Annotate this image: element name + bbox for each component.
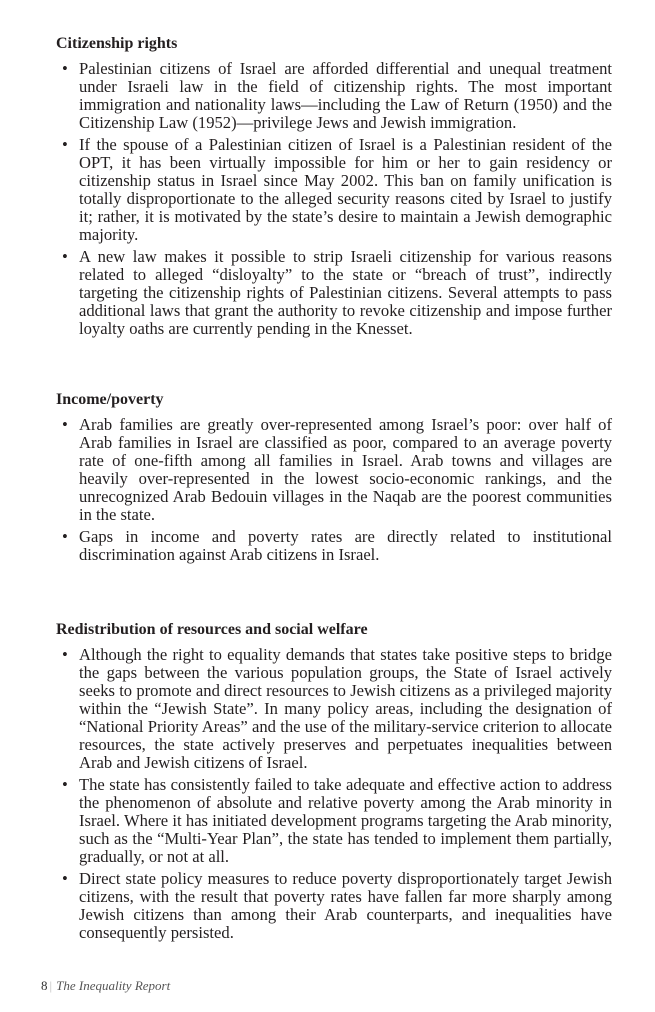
section-heading: Redistribution of resources and social welfare — [56, 621, 368, 638]
page-footer — [41, 978, 170, 994]
list-item — [56, 528, 612, 564]
bullet-list — [56, 646, 612, 942]
list-item — [56, 776, 612, 866]
section-redistribution — [56, 620, 612, 946]
list-item-text: The state has consistently failed to take adequate and effective action to address the phenomenon of absolute and relative poverty among the Arab minority in Israel. Where it has initiated development programs targeting the Arab minority, such as the “Multi-Year Plan”, the state has tended to implement them partially, gradually, or not at all. — [79, 775, 612, 866]
bullet-icon: • — [62, 775, 68, 794]
list-item-text: If the spouse of a Palestinian citizen of Israel is a Palestinian resident of the OPT, it has been virtually impossible for him or her to gain residency or citizenship status in Israel since May 2002. This ban on family unification is totally disproportionate to the alleged security reasons cited by Israel to justify it; rather, it is motivated by the state’s desire to maintain a Jewish demographic majority. — [79, 135, 612, 244]
bullet-icon: • — [62, 645, 68, 664]
bullet-icon: • — [62, 415, 68, 434]
bullet-icon: • — [62, 527, 68, 546]
bullet-list — [56, 60, 612, 338]
list-item-text: Gaps in income and poverty rates are directly related to institutional discrimination against Arab citizens in Israel. — [79, 527, 612, 564]
list-item-text: Although the right to equality demands that states take positive steps to bridge the gaps between the various population groups, the State of Israel actively seeks to promote and direct resources to Jewish citizens as a privileged majority within the “Jewish State”. In many policy areas, including the designation of “National Priority Areas” and the use of the military-service criterion to allocate resources, the state actively preserves and perpetuates inequalities between Arab and Jewish citizens of Israel. — [79, 645, 612, 772]
list-item — [56, 136, 612, 244]
publication-title: The Inequality Report — [56, 978, 171, 993]
section-heading: Citizenship rights — [56, 35, 178, 52]
footer-separator: | — [49, 978, 53, 993]
list-item-text: Arab families are greatly over-represented among Israel’s poor: over half of Arab families in Israel are classified as poor, compared to an average poverty rate of one-fifth among all families in Israel. Arab towns and villages are heavily over-represented in the lowest socio-economic rankings, and the unrecognized Arab Bedouin villages in the Naqab are the poorest communities in the state. — [79, 415, 612, 524]
page-number: 8 — [41, 978, 48, 993]
bullet-list — [56, 416, 612, 564]
bullet-icon: • — [62, 869, 68, 888]
section-heading: Income/poverty — [56, 391, 164, 408]
list-item — [56, 416, 612, 524]
list-item — [56, 60, 612, 132]
list-item — [56, 870, 612, 942]
list-item — [56, 646, 612, 772]
list-item-text: Direct state policy measures to reduce poverty disproportionately target Jewish citizens, with the result that poverty rates have fallen far more sharply among Jewish citizens than among their Arab counterparts, and inequalities have consequently persisted. — [79, 869, 612, 942]
section-income-poverty — [56, 390, 612, 568]
bullet-icon: • — [62, 59, 68, 78]
section-citizenship-rights — [56, 34, 612, 342]
list-item-text: Palestinian citizens of Israel are afforded differential and unequal treatment under Israeli law in the field of citizenship rights. The most important immigration and nationality laws—including the Law of Return (1950) and the Citizenship Law (1952)—privilege Jews and Jewish immigration. — [79, 59, 612, 132]
list-item — [56, 248, 612, 338]
list-item-text: A new law makes it possible to strip Israeli citizenship for various reasons related to alleged “disloyalty” to the state or “breach of trust”, indirectly targeting the citizenship rights of Palestinian citizens. Several attempts to pass additional laws that grant the authority to revoke citizenship and impose further loyalty oaths are currently pending in the Knesset. — [79, 247, 612, 338]
bullet-icon: • — [62, 247, 68, 266]
bullet-icon: • — [62, 135, 68, 154]
